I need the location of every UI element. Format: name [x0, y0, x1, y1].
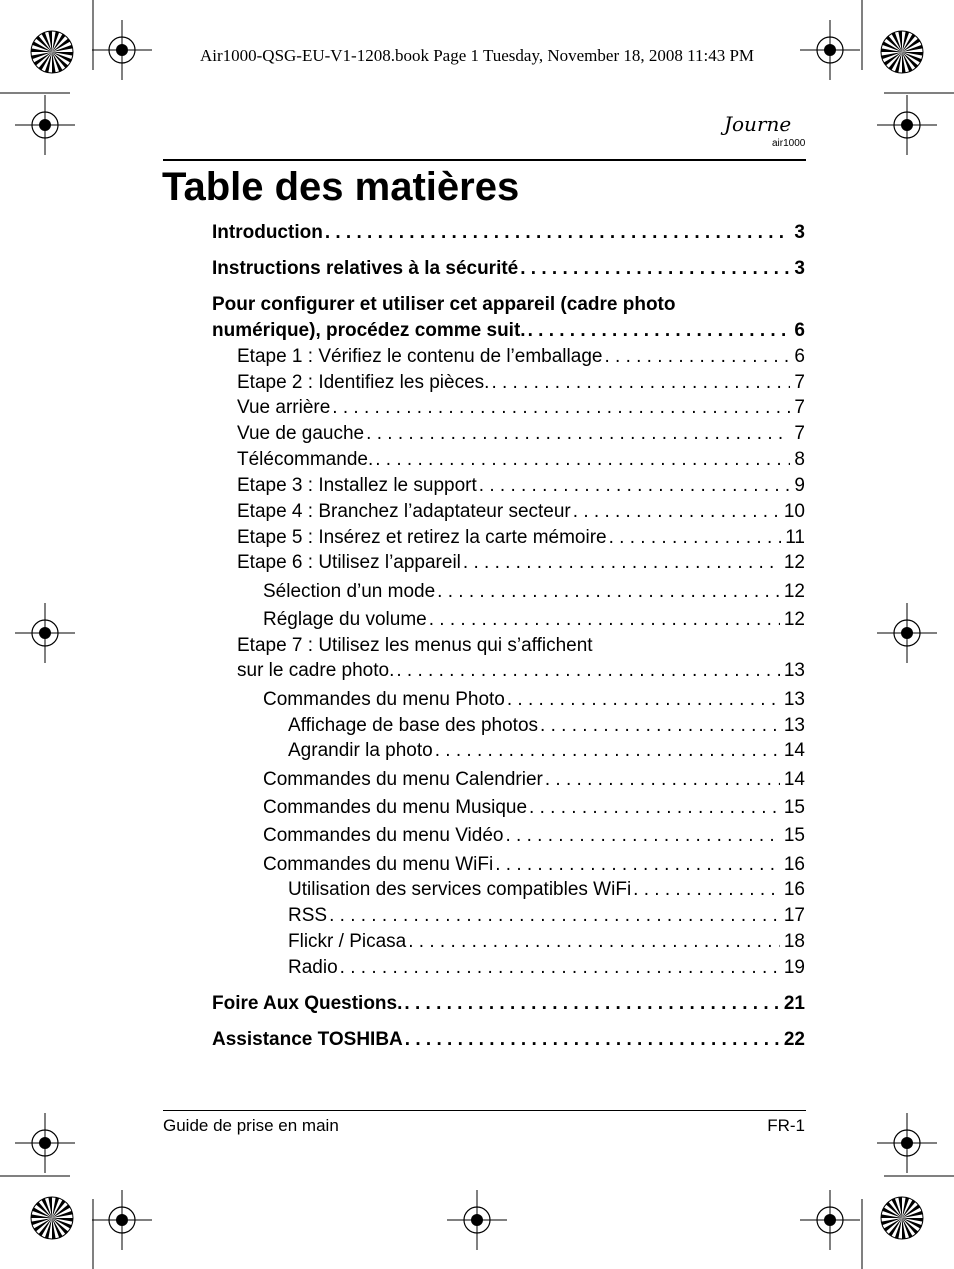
footer-rule: [163, 1110, 806, 1111]
toc-entry[interactable]: [237, 345, 805, 369]
toc-entry-title: Introduction: [212, 222, 323, 243]
toc-entry[interactable]: [237, 500, 805, 524]
toc-entry-title: Commandes du menu Calendrier: [263, 769, 543, 790]
toc-page-number: 15: [783, 825, 805, 846]
toc-entry-title: Commandes du menu WiFi: [263, 854, 494, 875]
toc-entry-title: Instructions relatives à la sécurité: [212, 258, 519, 279]
toc-dot-leader: [405, 1028, 780, 1052]
toc-page-number: 13: [783, 715, 805, 736]
toc-dot-leader: [633, 878, 780, 902]
toc-page-number: 10: [783, 501, 805, 522]
toc-entry[interactable]: [263, 853, 805, 877]
toc-entry-title: Agrandir la photo: [288, 740, 433, 761]
toc-entry-title: Foire Aux Questions.: [212, 993, 403, 1014]
toc-entry-title: sur le cadre photo.: [237, 660, 395, 681]
toc-page-number: 9: [794, 475, 805, 496]
toc-page-number: 13: [783, 660, 805, 681]
toc-page-number: 16: [783, 879, 805, 900]
toc-entry-title: Assistance TOSHIBA: [212, 1029, 403, 1050]
toc-entry[interactable]: [212, 319, 805, 343]
page-title: Table des matières: [162, 165, 520, 209]
toc-dot-leader: [495, 853, 780, 877]
toc-page-number: 14: [783, 769, 805, 790]
toc-entry-title-line: Etape 7 : Utilisez les menus qui s’affichent: [237, 635, 593, 656]
toc-page-number: 7: [794, 397, 805, 418]
toc-entry-title: Etape 4 : Branchez l’adaptateur secteur: [237, 501, 571, 522]
toc-page-number: 15: [783, 797, 805, 818]
toc-page-number: 14: [783, 740, 805, 761]
toc-page-number: 7: [794, 372, 805, 393]
toc-entry[interactable]: [237, 551, 805, 575]
toc-dot-leader: [545, 768, 780, 792]
logo-sub: air1000: [772, 138, 806, 149]
toc-page-number: 6: [794, 346, 805, 367]
toc-dot-leader: [505, 824, 779, 848]
toc-dot-leader: [540, 714, 780, 738]
toc-page-number: 18: [783, 931, 805, 952]
toc-entry[interactable]: [237, 396, 805, 420]
toc-entry-title: Vue arrière: [237, 397, 331, 418]
logo-script: Journe: [724, 112, 792, 136]
toc-entry[interactable]: [237, 526, 805, 550]
toc-dot-leader: [329, 904, 780, 928]
toc-dot-leader: [507, 688, 780, 712]
toc-page-number: 16: [783, 854, 805, 875]
toc-dot-leader: [332, 396, 790, 420]
toc-entry-title: Commandes du menu Vidéo: [263, 825, 504, 846]
toc-page-number: 17: [783, 905, 805, 926]
toc-page-number: 12: [783, 552, 805, 573]
toc-dot-leader: [325, 221, 791, 245]
toc-entry-title: Radio: [288, 957, 338, 978]
toc-page-number: 22: [783, 1029, 805, 1050]
toc-dot-leader: [435, 739, 780, 763]
toc-entry[interactable]: [212, 992, 805, 1016]
toc-dot-leader: [573, 500, 780, 524]
toc-dot-leader: [375, 448, 790, 472]
toc-entry-title: Réglage du volume: [263, 609, 427, 630]
toc-entry-title: Sélection d’un mode: [263, 581, 436, 602]
toc-entry-title: Etape 1 : Vérifiez le contenu de l’emballage: [237, 346, 603, 367]
footer-guide-title: Guide de prise en main: [163, 1116, 339, 1135]
toc-entry[interactable]: [237, 371, 805, 395]
toc-entry-title: Etape 3 : Installez le support: [237, 475, 477, 496]
toc-dot-leader: [604, 345, 790, 369]
toc-entry-title: Commandes du menu Photo: [263, 689, 505, 710]
toc-entry-title: Etape 5 : Insérez et retirez la carte mémoire: [237, 527, 607, 548]
toc-entry[interactable]: [263, 580, 805, 604]
toc-entry-title: RSS: [288, 905, 328, 926]
footer-page-number: FR-1: [767, 1116, 805, 1135]
toc-entry[interactable]: [263, 768, 805, 792]
toc-entry[interactable]: [288, 714, 805, 738]
toc-dot-leader: [408, 930, 780, 954]
toc-entry[interactable]: [288, 956, 805, 980]
toc-dot-leader: [366, 422, 790, 446]
toc-entry[interactable]: [288, 930, 805, 954]
toc-entry-title: Télécommande.: [237, 449, 374, 470]
toc-entry[interactable]: [212, 221, 805, 245]
toc-entry[interactable]: [288, 904, 805, 928]
toc-page-number: 3: [794, 258, 805, 279]
toc-entry-title: Vue de gauche: [237, 423, 365, 444]
toc-entry[interactable]: [237, 659, 805, 683]
toc-page-number: 7: [794, 423, 805, 444]
toc-dot-leader: [491, 371, 790, 395]
toc-entry-title: Utilisation des services compatibles WiFi: [288, 879, 632, 900]
toc-entry[interactable]: [263, 608, 805, 632]
toc-page-number: 3: [794, 222, 805, 243]
toc-dot-leader: [340, 956, 780, 980]
toc-page-number: 13: [783, 689, 805, 710]
toc-entry-title: Commandes du menu Musique: [263, 797, 528, 818]
toc-page-number: 12: [783, 609, 805, 630]
toc-entry[interactable]: [237, 422, 805, 446]
toc-entry[interactable]: [263, 796, 805, 820]
toc-entry[interactable]: [288, 739, 805, 763]
print-slug: Air1000-QSG-EU-V1-1208.book Page 1 Tuesday, November 18, 2008 11:43 PM: [199, 46, 755, 65]
toc-dot-leader: [528, 319, 791, 343]
toc-entry[interactable]: [237, 448, 805, 472]
toc-entry[interactable]: [212, 1028, 805, 1052]
toc-entry[interactable]: [212, 257, 805, 281]
toc-dot-leader: [529, 796, 780, 820]
toc-entry-title: Etape 2 : Identifiez les pièces.: [237, 372, 490, 393]
toc-dot-leader: [463, 551, 780, 575]
toc-entry[interactable]: [288, 878, 805, 902]
toc-dot-leader: [520, 257, 790, 281]
toc-entry[interactable]: [263, 688, 805, 712]
toc-page-number: 21: [783, 993, 805, 1014]
toc-dot-leader: [609, 526, 782, 550]
toc-page-number: 19: [783, 957, 805, 978]
toc-entry-title: Affichage de base des photos: [288, 715, 539, 736]
toc-dot-leader: [437, 580, 780, 604]
toc-dot-leader: [396, 659, 779, 683]
toc-entry-title-line: Pour configurer et utiliser cet appareil (cadre photo: [212, 294, 676, 315]
toc-page-number: 12: [783, 581, 805, 602]
toc-entry[interactable]: [263, 824, 805, 848]
toc-dot-leader: [429, 608, 780, 632]
toc-page-number: 6: [794, 320, 805, 341]
toc-dot-leader: [404, 992, 779, 1016]
toc-entry-title: Etape 6 : Utilisez l’appareil: [237, 552, 461, 573]
toc-entry[interactable]: [237, 474, 805, 498]
toc-entry-title: Flickr / Picasa: [288, 931, 407, 952]
toc-entry-title: numérique), procédez comme suit.: [212, 320, 526, 341]
toc-page-number: 11: [785, 527, 805, 548]
toc-page-number: 8: [794, 449, 805, 470]
toc-dot-leader: [479, 474, 791, 498]
